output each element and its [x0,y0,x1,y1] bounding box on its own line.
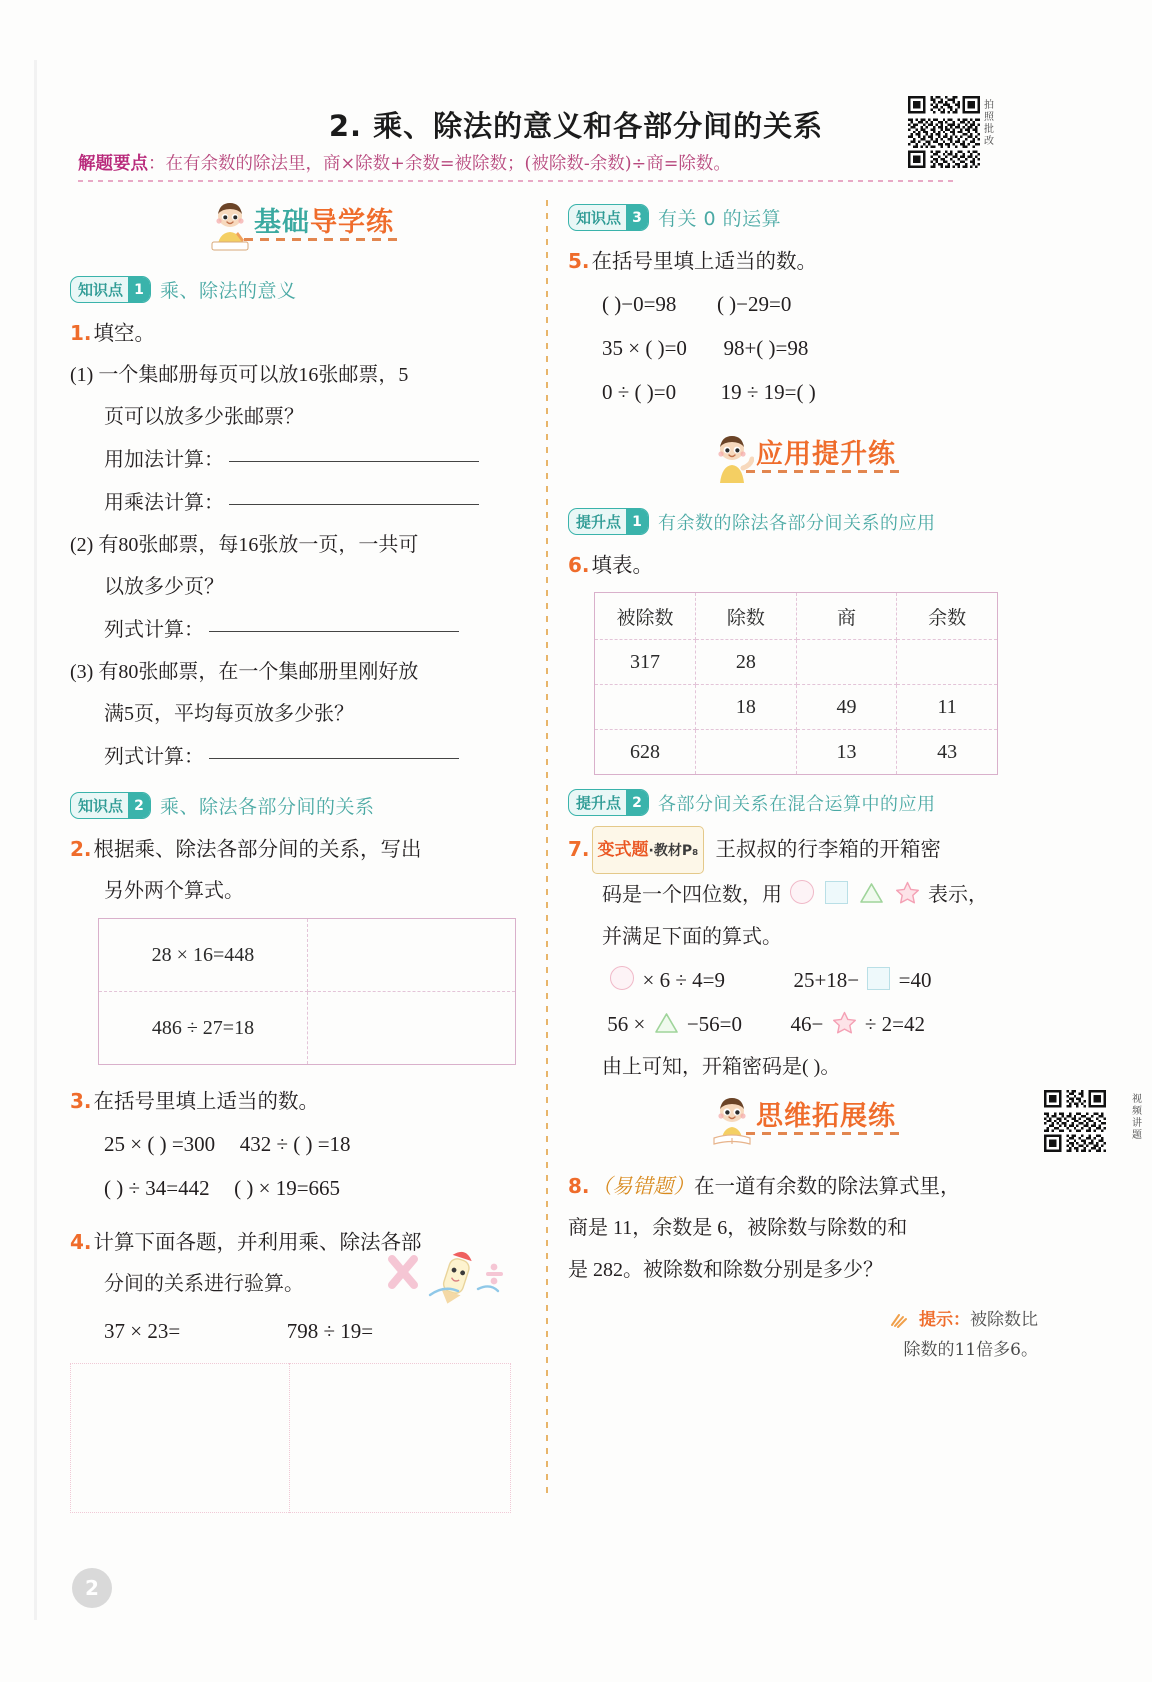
q2-stem-line2: 另外两个算式。 [104,880,244,902]
q7-badge-text-2: ·教材P₈ [648,843,699,859]
kp3-label: 知识点 [576,209,622,227]
kp1-label: 知识点 [78,281,124,299]
key-point-line [78,150,958,175]
q6-r1-c1: 18 [696,685,797,730]
q1-part2-line2: 以放多少页？ [104,576,224,598]
key-point-label: 解题要点 [78,154,148,174]
question-6 [568,545,1038,586]
q6-header-1: 除数 [696,593,797,640]
q4-stem-line1: 计算下面各题，并利用乘、除法各部 [93,1230,422,1254]
q6-r2-c1[interactable] [696,730,797,775]
q3-eq-3[interactable]: ( ) ÷ 34=442 [104,1176,210,1200]
banner-underline [244,238,398,241]
q5-line-2 [568,326,1038,370]
kid-writing-icon [208,202,252,252]
hint-label: 提示： [919,1310,970,1330]
kp1-chip [70,276,151,303]
q7-badge-text-1: 变式题 [597,840,649,860]
kp2-number: 2 [128,793,150,818]
kp3-chip [568,204,649,231]
ip2-number: 2 [626,790,648,815]
table-header-row [595,593,998,640]
q3-number: 3. [70,1089,92,1113]
kid-pointing-icon [710,434,754,484]
q1-p2-blank[interactable] [209,630,459,632]
question-7 [568,826,1038,874]
header-divider [78,180,954,182]
q1-add-blank[interactable] [229,460,479,462]
q5-eq-4[interactable]: 98+( )=98 [723,336,809,360]
kp1-title: 乘、除法的意义 [160,280,297,302]
q4-expressions [70,1309,532,1353]
q6-header-0: 被除数 [595,593,696,640]
star-shape-icon [895,881,920,904]
square-shape-icon [867,967,890,990]
q3-line-1 [70,1122,532,1166]
q6-header-3: 余数 [897,593,998,640]
q1-mul-label: 用乘法计算： [104,490,224,514]
q6-r1-c2: 49 [796,685,897,730]
q6-table [594,592,998,775]
q8-stem-line3: 是 282。被除数和除数分别是多少？ [568,1259,883,1281]
q7-stem-line2 [568,874,1038,916]
ip2-title: 各部分间关系在混合运算中的应用 [658,793,936,815]
q5-line-3 [568,370,1038,414]
left-column [70,196,532,1513]
table-row [99,992,516,1065]
question-3 [70,1081,532,1122]
q7-conclusion[interactable]: 由上可知，开箱密码是( )。 [602,1056,841,1078]
improve-point-2 [568,789,1038,816]
table-row [595,730,998,775]
q7-variant-badge [592,826,705,874]
q3-stem: 在括号里填上适当的数。 [93,1089,320,1113]
q6-stem: 填表。 [591,553,654,577]
q6-r1-c3: 11 [897,685,998,730]
q1-p2-label: 列式计算： [104,617,204,641]
q5-eq-6[interactable]: 19 ÷ 19=( ) [720,380,816,404]
q8-hint-line2: 除数的11倍多6。 [903,1340,1038,1360]
q7-eq-4-pre: 46− [790,1012,824,1036]
q1-p3-label: 列式计算： [104,744,204,768]
q2-number: 2. [70,837,92,861]
q1-part2-answer [70,608,532,651]
q1-stem: 填空。 [93,321,156,345]
q5-eq-3[interactable]: 35 × ( )=0 [602,336,687,360]
knowledge-point-3 [568,204,1038,231]
q5-number: 5. [568,249,590,273]
page-edge-bar [34,60,37,1620]
triangle-shape-icon [859,882,884,904]
q1-part3-line2: 满5页，平均每页放多少张？ [104,703,354,725]
circle-shape-icon [790,880,814,904]
q8-stem-line2: 商是 11，余数是 6，被除数与除数的和 [568,1217,908,1239]
q6-r2-c2: 13 [796,730,897,775]
q4-answer-box-1[interactable] [70,1363,289,1513]
q7-eq-row-1 [568,958,1038,1002]
kp2-label: 知识点 [78,797,124,815]
q6-r0-c1: 28 [696,640,797,685]
q8-stem-line1: 在一道有余数的除法算式里， [694,1174,961,1198]
triangle-shape-icon [654,1012,679,1034]
q7-eq-3-pre: 56 × [607,1012,651,1036]
ip1-label: 提升点 [576,513,622,531]
q4-expr-2: 798 ÷ 19= [286,1319,374,1343]
q6-r2-c3: 43 [897,730,998,775]
q1-p3-blank[interactable] [209,757,459,759]
question-8 [568,1166,1038,1207]
q5-stem: 在括号里填上适当的数。 [591,249,818,273]
section-thinking-label: 思维拓展练 [756,1101,896,1132]
ip2-label: 提升点 [576,794,622,812]
star-shape-icon [832,1011,857,1034]
q1-part2-line1: (2) 有80张邮票，每16张放一页，一共可 [70,534,419,556]
section-basic-label-2: 导学练 [310,207,394,238]
q6-r2-c0: 628 [595,730,696,775]
key-point-text: ：在有余数的除法里，商×除数+余数=被除数；(被除数-余数)÷商=除数。 [148,154,731,174]
qr-code-video-lesson-icon[interactable] [1044,1090,1106,1152]
hint-spark-icon [890,1311,912,1329]
q2-r2-left: 486 ÷ 27=18 [99,992,308,1065]
kp2-title: 乘、除法各部分间的关系 [160,796,375,818]
hint-text-1: 被除数比 [970,1310,1038,1330]
q4-answer-boxes [70,1359,532,1513]
ip2-chip [568,789,649,816]
knowledge-point-1 [70,276,532,303]
q8-hint-line1 [568,1305,1038,1335]
q6-r0-c0: 317 [595,640,696,685]
ip1-title: 有余数的除法各部分间关系的应用 [658,512,936,534]
q5-eq-2[interactable]: ( )−29=0 [716,292,792,316]
table-row [99,919,516,992]
q3-line-2 [70,1166,532,1210]
kp2-chip [70,792,151,819]
q7-stem-line1: 王叔叔的行李箱的开箱密 [715,837,941,861]
q1-part3-line1: (3) 有80张邮票，在一个集邮册里刚好放 [70,661,419,683]
q1-part1-line2: 页可以放多少张邮票？ [104,406,304,428]
q7-number: 7. [568,837,590,861]
q7-stem-post: 表示， [928,884,988,906]
qr-video-label: 视频讲题 [1132,1094,1142,1141]
q1-part3-answer [70,735,532,778]
q4-expr-1: 37 × 23= [104,1319,181,1343]
section-apply-label: 应用提升练 [756,439,896,470]
q7-eq-2-pre: 25+18− [793,968,860,992]
square-shape-icon [825,881,848,904]
q1-mul-blank[interactable] [229,503,479,505]
q8-number: 8. [568,1174,590,1198]
q6-r0-c3[interactable] [897,640,998,685]
question-2 [70,829,532,870]
banner-underline [746,470,900,473]
kp1-number: 1 [128,277,150,302]
q1-part1-answer-2 [70,481,532,524]
section-banner-apply [568,432,1038,494]
q1-part1-line1: (1) 一个集邮册每页可以放16张邮票，5 [70,364,409,386]
knowledge-point-2 [70,792,532,819]
q3-eq-4[interactable]: ( ) × 19=665 [234,1176,341,1200]
q5-line-1 [568,282,1038,326]
section-banner-basic [70,200,532,262]
page-title: 2. 乘、除法的意义和各部分间的关系 [328,109,824,143]
q3-eq-1[interactable]: 25 × ( ) =300 [104,1132,216,1156]
kp3-title: 有关 0 的运算 [658,208,782,230]
q1-part1-answer-1 [70,438,532,481]
kp3-number: 3 [626,205,648,230]
q7-stem-line3: 并满足下面的算式。 [602,926,782,948]
table-row [595,685,998,730]
q6-header-2: 商 [796,593,897,640]
q4-stem-line2: 分间的关系进行验算。 [104,1273,304,1295]
q7-eq-4-post: ÷ 2=42 [864,1012,925,1036]
q6-r1-c0[interactable] [595,685,696,730]
q2-r2-right[interactable] [307,992,515,1065]
q8-hint [568,1305,1038,1365]
q1-add-label: 用加法计算： [104,447,224,471]
q8-tag: （易错题） [591,1174,695,1198]
q5-eq-5[interactable]: 0 ÷ ( )=0 [602,380,677,404]
question-1 [70,313,532,354]
q4-number: 4. [70,1230,92,1254]
section-banner-thinking [568,1094,1038,1156]
q7-eq-row-2 [568,1002,1038,1046]
q7-eq-1: × 6 ÷ 4=9 [642,968,725,992]
q7-eq-2-post: =40 [898,968,932,992]
q3-eq-2[interactable]: 432 ÷ ( ) =18 [239,1132,351,1156]
q2-r1-right[interactable] [307,919,515,992]
q5-eq-1[interactable]: ( )−0=98 [602,292,677,316]
ip1-number: 1 [626,509,648,534]
banner-underline [746,1132,900,1135]
q7-eq-3-post: −56=0 [686,1012,743,1036]
q2-stem-line1: 根据乘、除法各部分间的关系，写出 [93,837,422,861]
q6-number: 6. [568,553,590,577]
section-basic-label-1: 基础 [254,207,310,238]
q6-r0-c2[interactable] [796,640,897,685]
q1-number: 1. [70,321,92,345]
column-divider [546,200,548,1500]
ip1-chip [568,508,649,535]
q2-table [98,918,516,1065]
circle-shape-icon [610,966,634,990]
q7-stem-pre: 码是一个四位数，用 [602,884,782,906]
right-column [568,196,1038,1365]
q4-answer-box-2[interactable] [289,1363,511,1513]
pencil-decoration-icon [386,1245,506,1309]
kid-reading-icon [710,1096,754,1146]
page-number-badge: 2 [72,1568,112,1608]
table-row [595,640,998,685]
q4-stem-line2-row [70,1263,532,1305]
q2-r1-left: 28 × 16=448 [99,919,308,992]
question-5 [568,241,1038,282]
improve-point-1 [568,508,1038,535]
qr-top-label: 拍照批改 [984,100,994,147]
